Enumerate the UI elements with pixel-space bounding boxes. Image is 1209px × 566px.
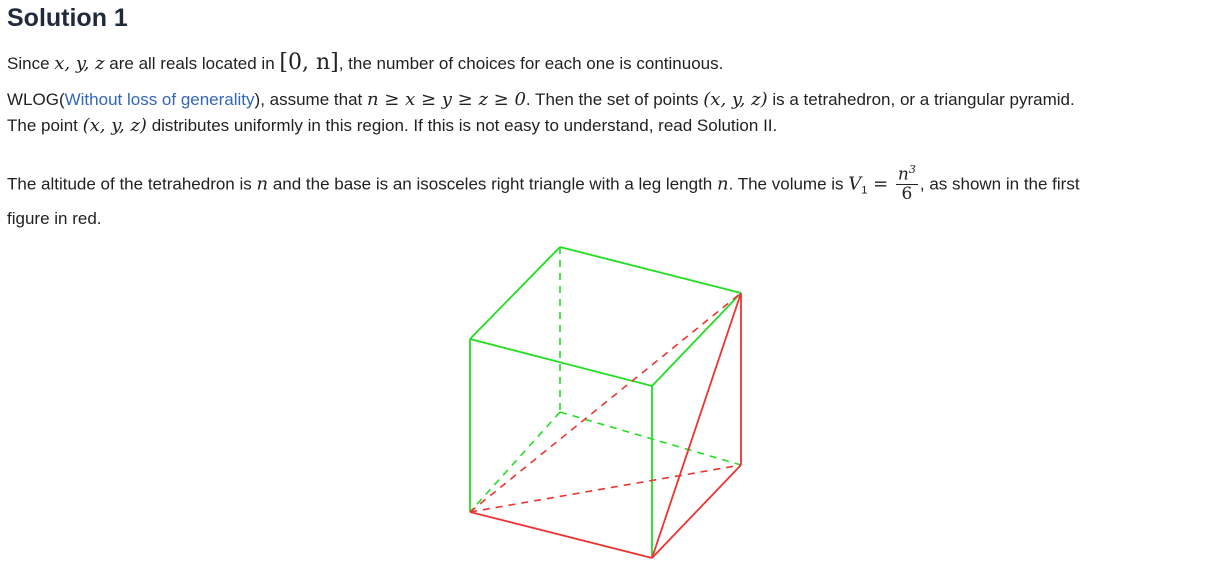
section-heading: Solution 1 <box>7 4 128 32</box>
text: . Then the set of points <box>525 90 704 109</box>
tetra-edge <box>652 465 741 558</box>
tetra-edge <box>470 512 652 558</box>
tetra-hidden-edge <box>470 293 741 512</box>
cube-edge <box>652 293 741 386</box>
wlog-link[interactable]: Without loss of generality <box>64 90 255 109</box>
tetra-hidden-edge <box>470 465 741 512</box>
math-n: n <box>716 173 729 195</box>
math-volume: V <box>848 173 862 195</box>
text: distributes uniformly in this region. If this is not easy to understand, read Solution II. <box>146 116 778 135</box>
math-equals: = <box>867 173 894 195</box>
cube-hidden-edge <box>560 412 741 465</box>
numerator-exponent: 3 <box>908 163 916 176</box>
math-point: (x, y, z) <box>703 89 768 110</box>
math-n: n <box>256 173 269 195</box>
text: , the number of choices for each one is continuous. <box>338 54 724 73</box>
cube-edge <box>470 247 560 339</box>
text: are all reals located in <box>104 54 280 73</box>
math-point: (x, y, z) <box>82 115 147 136</box>
cube-hidden-edge <box>470 412 560 512</box>
text: figure in red. <box>7 208 102 228</box>
text: is a tetrahedron, or a triangular pyramid. <box>767 90 1075 109</box>
tetra-edge <box>652 293 741 558</box>
text: The point <box>7 116 83 135</box>
math-xyz: x, y, z <box>54 53 105 74</box>
text: Since <box>7 54 55 73</box>
math-interval: [0, n] <box>279 50 339 75</box>
cube-edge <box>470 339 652 386</box>
text: WLOG( <box>7 90 65 109</box>
text: ), assume that <box>254 90 367 109</box>
text: and the base is an isosceles right triangle with a leg length <box>268 174 717 194</box>
text: . The volume is <box>728 174 849 194</box>
cube-edge <box>560 247 741 293</box>
math-subscript: 1 <box>861 184 868 197</box>
text: , as shown in the first <box>919 174 1080 194</box>
text: The altitude of the tetrahedron is <box>7 174 257 194</box>
math-inequality: n ≥ x ≥ y ≥ z ≥ 0 <box>366 89 526 110</box>
numerator-base: n <box>897 164 909 185</box>
fraction-denominator: 6 <box>901 183 913 204</box>
